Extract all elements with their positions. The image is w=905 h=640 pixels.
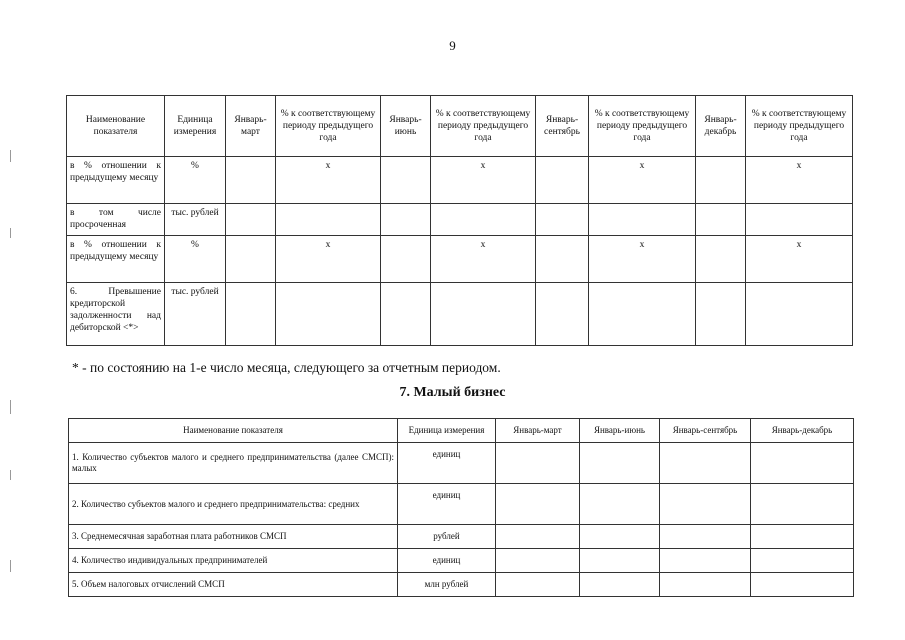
value-cell [580, 573, 660, 597]
column-header: Январь-июнь [381, 96, 431, 157]
section-title: 7. Малый бизнес [399, 385, 506, 400]
scan-artifact [10, 228, 11, 238]
value-cell [496, 484, 580, 525]
value-cell [751, 573, 854, 597]
unit-cell: единиц [398, 484, 496, 525]
value-cell: x [746, 157, 853, 204]
table-row [67, 157, 853, 204]
value-cell: x [431, 236, 536, 283]
value-cell [496, 549, 580, 573]
column-header: Январь-июнь [580, 419, 660, 443]
value-cell [751, 549, 854, 573]
value-cell [496, 525, 580, 549]
value-cell [431, 204, 536, 236]
value-cell [431, 283, 536, 346]
small-business-table [68, 418, 854, 597]
value-cell [660, 573, 751, 597]
column-header: % к соответствующему периоду предыдущего года [431, 96, 536, 157]
value-cell [536, 236, 589, 283]
table-header-row [69, 419, 854, 443]
value-cell [746, 283, 853, 346]
indicator-name: в % отношении к предыдущему месяцу [67, 157, 165, 204]
value-cell [660, 484, 751, 525]
unit-cell: единиц [398, 443, 496, 484]
indicator-name: в том числе просроченная [67, 204, 165, 236]
table-row [67, 204, 853, 236]
column-header: Январь-март [496, 419, 580, 443]
value-cell [696, 283, 746, 346]
value-cell [696, 157, 746, 204]
indicator-name: 4. Количество индивидуальных предпринимателей [69, 549, 398, 573]
value-cell [751, 443, 854, 484]
table-row [69, 443, 854, 484]
scan-artifact [10, 400, 11, 414]
column-header: Наименование показателя [69, 419, 398, 443]
column-header: % к соответствующему периоду предыдущего года [589, 96, 696, 157]
indicator-name: 2. Количество субъектов малого и среднего предпринимательства: средних [69, 484, 398, 525]
value-cell [580, 549, 660, 573]
scan-artifact [10, 560, 11, 572]
value-cell [580, 484, 660, 525]
unit-cell: % [165, 157, 226, 204]
unit-cell: тыс. рублей [165, 204, 226, 236]
table-row [69, 525, 854, 549]
column-header: Январь-сентябрь [660, 419, 751, 443]
value-cell [746, 204, 853, 236]
value-cell [276, 204, 381, 236]
value-cell [226, 236, 276, 283]
table-row [69, 549, 854, 573]
table-row [67, 236, 853, 283]
indicators-table [66, 95, 853, 346]
column-header: % к соответствующему периоду предыдущего года [746, 96, 853, 157]
value-cell: x [431, 157, 536, 204]
column-header: Наименование показателя [67, 96, 165, 157]
value-cell [580, 525, 660, 549]
column-header: Январь-декабрь [696, 96, 746, 157]
unit-cell: тыс. рублей [165, 283, 226, 346]
value-cell [381, 283, 431, 346]
column-header: % к соответствующему периоду предыдущего года [276, 96, 381, 157]
unit-cell: рублей [398, 525, 496, 549]
value-cell [381, 236, 431, 283]
indicator-name: 5. Объем налоговых отчислений СМСП [69, 573, 398, 597]
value-cell [660, 525, 751, 549]
value-cell [381, 204, 431, 236]
value-cell [751, 484, 854, 525]
value-cell: x [276, 236, 381, 283]
value-cell [226, 283, 276, 346]
indicator-name: в % отношении к предыдущему месяцу [67, 236, 165, 283]
value-cell [226, 157, 276, 204]
value-cell [589, 204, 696, 236]
value-cell: x [746, 236, 853, 283]
value-cell [589, 283, 696, 346]
value-cell [536, 283, 589, 346]
column-header: Январь-март [226, 96, 276, 157]
value-cell [536, 204, 589, 236]
value-cell [496, 573, 580, 597]
value-cell [580, 443, 660, 484]
page-number: 9 [449, 38, 456, 53]
value-cell [696, 236, 746, 283]
value-cell [660, 443, 751, 484]
column-header: Январь-сентябрь [536, 96, 589, 157]
value-cell [496, 443, 580, 484]
indicator-name: 6. Превышение кредиторской задолженности над дебиторской <*> [67, 283, 165, 346]
value-cell: x [276, 157, 381, 204]
table-row [67, 283, 853, 346]
column-header: Единица измерения [398, 419, 496, 443]
footnote: * - по состоянию на 1-е число месяца, следующего за отчетным периодом. [72, 360, 501, 375]
unit-cell: единиц [398, 549, 496, 573]
value-cell: x [589, 236, 696, 283]
column-header: Январь-декабрь [751, 419, 854, 443]
value-cell [381, 157, 431, 204]
unit-cell: млн рублей [398, 573, 496, 597]
value-cell [536, 157, 589, 204]
table-row [69, 484, 854, 525]
table-header-row [67, 96, 853, 157]
value-cell: x [589, 157, 696, 204]
scan-artifact [10, 150, 11, 162]
column-header: Единица измерения [165, 96, 226, 157]
unit-cell: % [165, 236, 226, 283]
value-cell [696, 204, 746, 236]
table-row [69, 573, 854, 597]
indicator-name: 1. Количество субъектов малого и среднего предпринимательства (далее СМСП): малых [69, 443, 398, 484]
scan-artifact [10, 470, 11, 480]
value-cell [660, 549, 751, 573]
value-cell [276, 283, 381, 346]
indicator-name: 3. Среднемесячная заработная плата работников СМСП [69, 525, 398, 549]
value-cell [751, 525, 854, 549]
value-cell [226, 204, 276, 236]
